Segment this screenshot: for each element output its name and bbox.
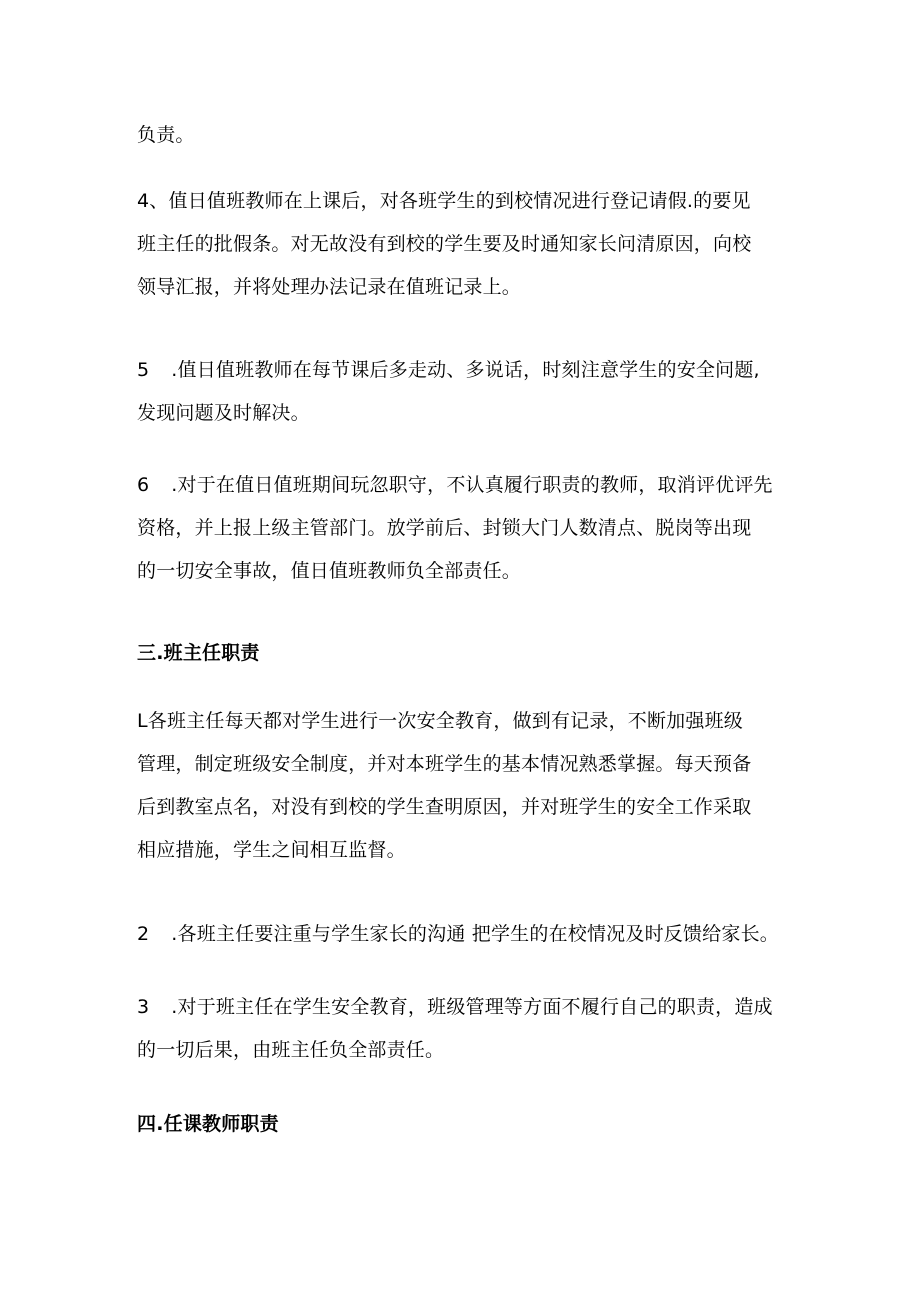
text-line: 资格，并上报上级主管部门。放学前后、封锁大门人数清点、脱岗等出现 xyxy=(137,517,752,539)
paragraph-class-teacher-2 xyxy=(137,913,797,956)
text-line: 负责。 xyxy=(137,124,195,146)
paragraph-class-teacher-3 xyxy=(137,986,797,1072)
text-line xyxy=(137,913,797,956)
text-line: 的一切安全事故，值日值班教师负全部责任。 xyxy=(137,560,522,582)
item-number: 5 xyxy=(137,359,150,381)
text-line: 领导汇报，并将处理办法记录在值班记录上。 xyxy=(137,276,522,298)
text-line: 发现问题及时解决。 xyxy=(137,402,310,424)
item-number: 6 xyxy=(137,474,150,496)
section-heading-4 xyxy=(137,1103,797,1146)
paragraph-class-teacher-1 xyxy=(137,700,797,872)
item-text: .值日值班教师在每节课后多走动、多说话，时刻注意学生的安全问题, xyxy=(171,359,760,381)
item-number: 3 xyxy=(137,996,150,1018)
item-text: .对于班主任在学生安全教育，班级管理等方面不履行自己的职责，造成 xyxy=(171,996,773,1018)
text-line: 后到教室点名，对没有到校的学生查明原因，并对班学生的安全工作采取 xyxy=(137,796,752,818)
paragraph-item-4 xyxy=(137,180,797,309)
paragraph-continuation xyxy=(137,114,797,157)
heading-text: 三.班主任职责 xyxy=(137,642,260,664)
item-text: .对于在值日值班期间玩忽职守，不认真履行职责的教师，取消评优评先 xyxy=(171,474,773,496)
text-line: L各班主任每天都对学生进行一次安全教育，做到有记录，不断加强班级 xyxy=(137,710,743,732)
section-heading-3 xyxy=(137,632,797,675)
text-line: 的一切后果，由班主任负全部责任。 xyxy=(137,1039,445,1061)
text-line xyxy=(137,464,797,507)
item-number: 2 xyxy=(137,923,150,945)
paragraph-item-6 xyxy=(137,464,797,593)
text-line: 4、值日值班教师在上课后，对各班学生的到校情况进行登记请假.的要见 xyxy=(137,190,751,212)
text-line: 管理，制定班级安全制度，并对本班学生的基本情况熟悉掌握。每天预备 xyxy=(137,753,752,775)
paragraph-item-5 xyxy=(137,349,797,435)
item-text: .各班主任要注重与学生家长的沟通 把学生的在校情况及时反馈给家长。 xyxy=(171,923,779,945)
heading-text: 四.任课教师职责 xyxy=(137,1113,279,1135)
text-line xyxy=(137,349,797,392)
text-line: 班主任的批假条。对无故没有到校的学生要及时通知家长问清原因，向校 xyxy=(137,233,752,255)
text-line: 相应措施，学生之间相互监督。 xyxy=(137,839,406,861)
text-line xyxy=(137,986,797,1029)
